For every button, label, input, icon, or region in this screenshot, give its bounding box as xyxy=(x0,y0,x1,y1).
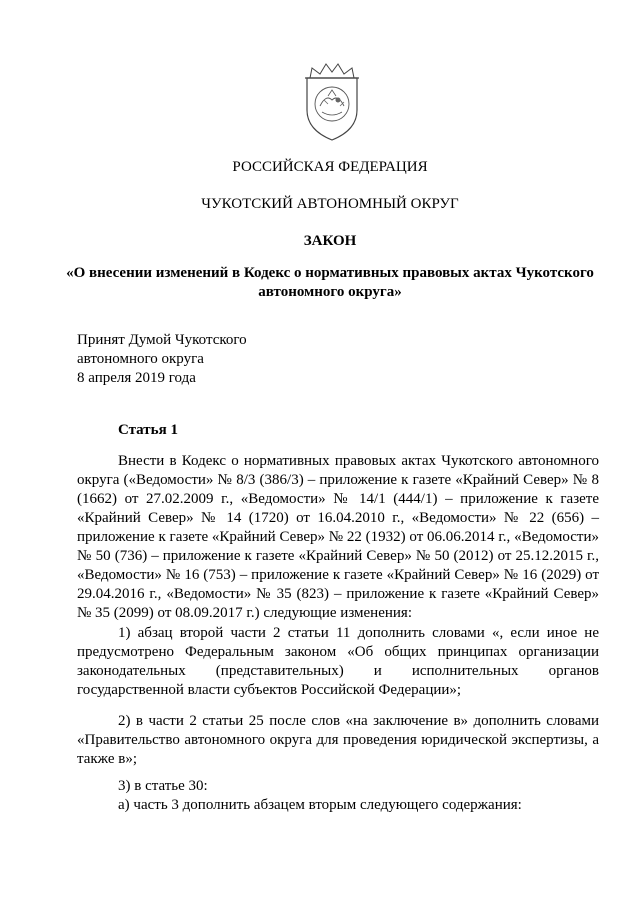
law-title: «О внесении изменений в Кодекс о нормативных правовых актах Чукотского автономного округа» xyxy=(66,265,594,300)
amendment-item-1: 1) абзац второй части 2 статьи 11 дополнить словами «, если иное не предусмотрено Федеральным законом «Об общих принципах организации законодательных (представительных) и исполнительных органов государственной власти субъектов Российской Федерации»; xyxy=(77,625,599,698)
amendment-item-2: 2) в части 2 статьи 25 после слов «на заключение в» дополнить словами «Правительство автономного округа для проведения юридической экспертизы, а также в»; xyxy=(77,713,599,767)
document-type-heading: ЗАКОН xyxy=(303,233,357,249)
adoption-line-1: Принят Думой Чукотского xyxy=(77,332,247,348)
region-heading: ЧУКОТСКИЙ АВТОНОМНЫЙ ОКРУГ xyxy=(201,196,459,212)
amendment-item-3: 3) в статье 30: xyxy=(118,778,208,794)
article-intro-paragraph: Внести в Кодекс о нормативных правовых актах Чукотского автономного округа («Ведомости» № 8/3 (386/3) – приложение к газете «Крайний Север» № 8 (1662) от 27.02.2009 г., «Ведомости» № 14/1 (444/1) – приложение к газете «Крайний Север» № 14 (1720) от 16.04.2010 г., «Ведомости» № 22 (656) – приложение к газете «Крайний Север» № 22 (1932) от 06.06.2014 г., «Ведомости» № 50 (736) – приложение к газете «Крайний Север» № 50 (2012) от 25.12.2015 г., «Ведомости» № 16 (753) – приложение к газете «Крайний Север» № 16 (2029) от 29.04.2016 г., «Ведомости» № 35 (823) – приложение к газете «Крайний Север» № 35 (2099) от 08.09.2017 г.) следующие изменения: xyxy=(77,453,599,621)
adoption-line-2: автономного округа xyxy=(77,351,204,367)
coat-of-arms-emblem-icon xyxy=(302,60,362,142)
adoption-info xyxy=(77,331,377,388)
adoption-date: 8 апреля 2019 года xyxy=(77,370,196,386)
article-heading: Статья 1 xyxy=(118,422,178,438)
country-heading: РОССИЙСКАЯ ФЕДЕРАЦИЯ xyxy=(232,159,428,175)
amendment-item-3a: а) часть 3 дополнить абзацем вторым следующего содержания: xyxy=(118,797,522,813)
